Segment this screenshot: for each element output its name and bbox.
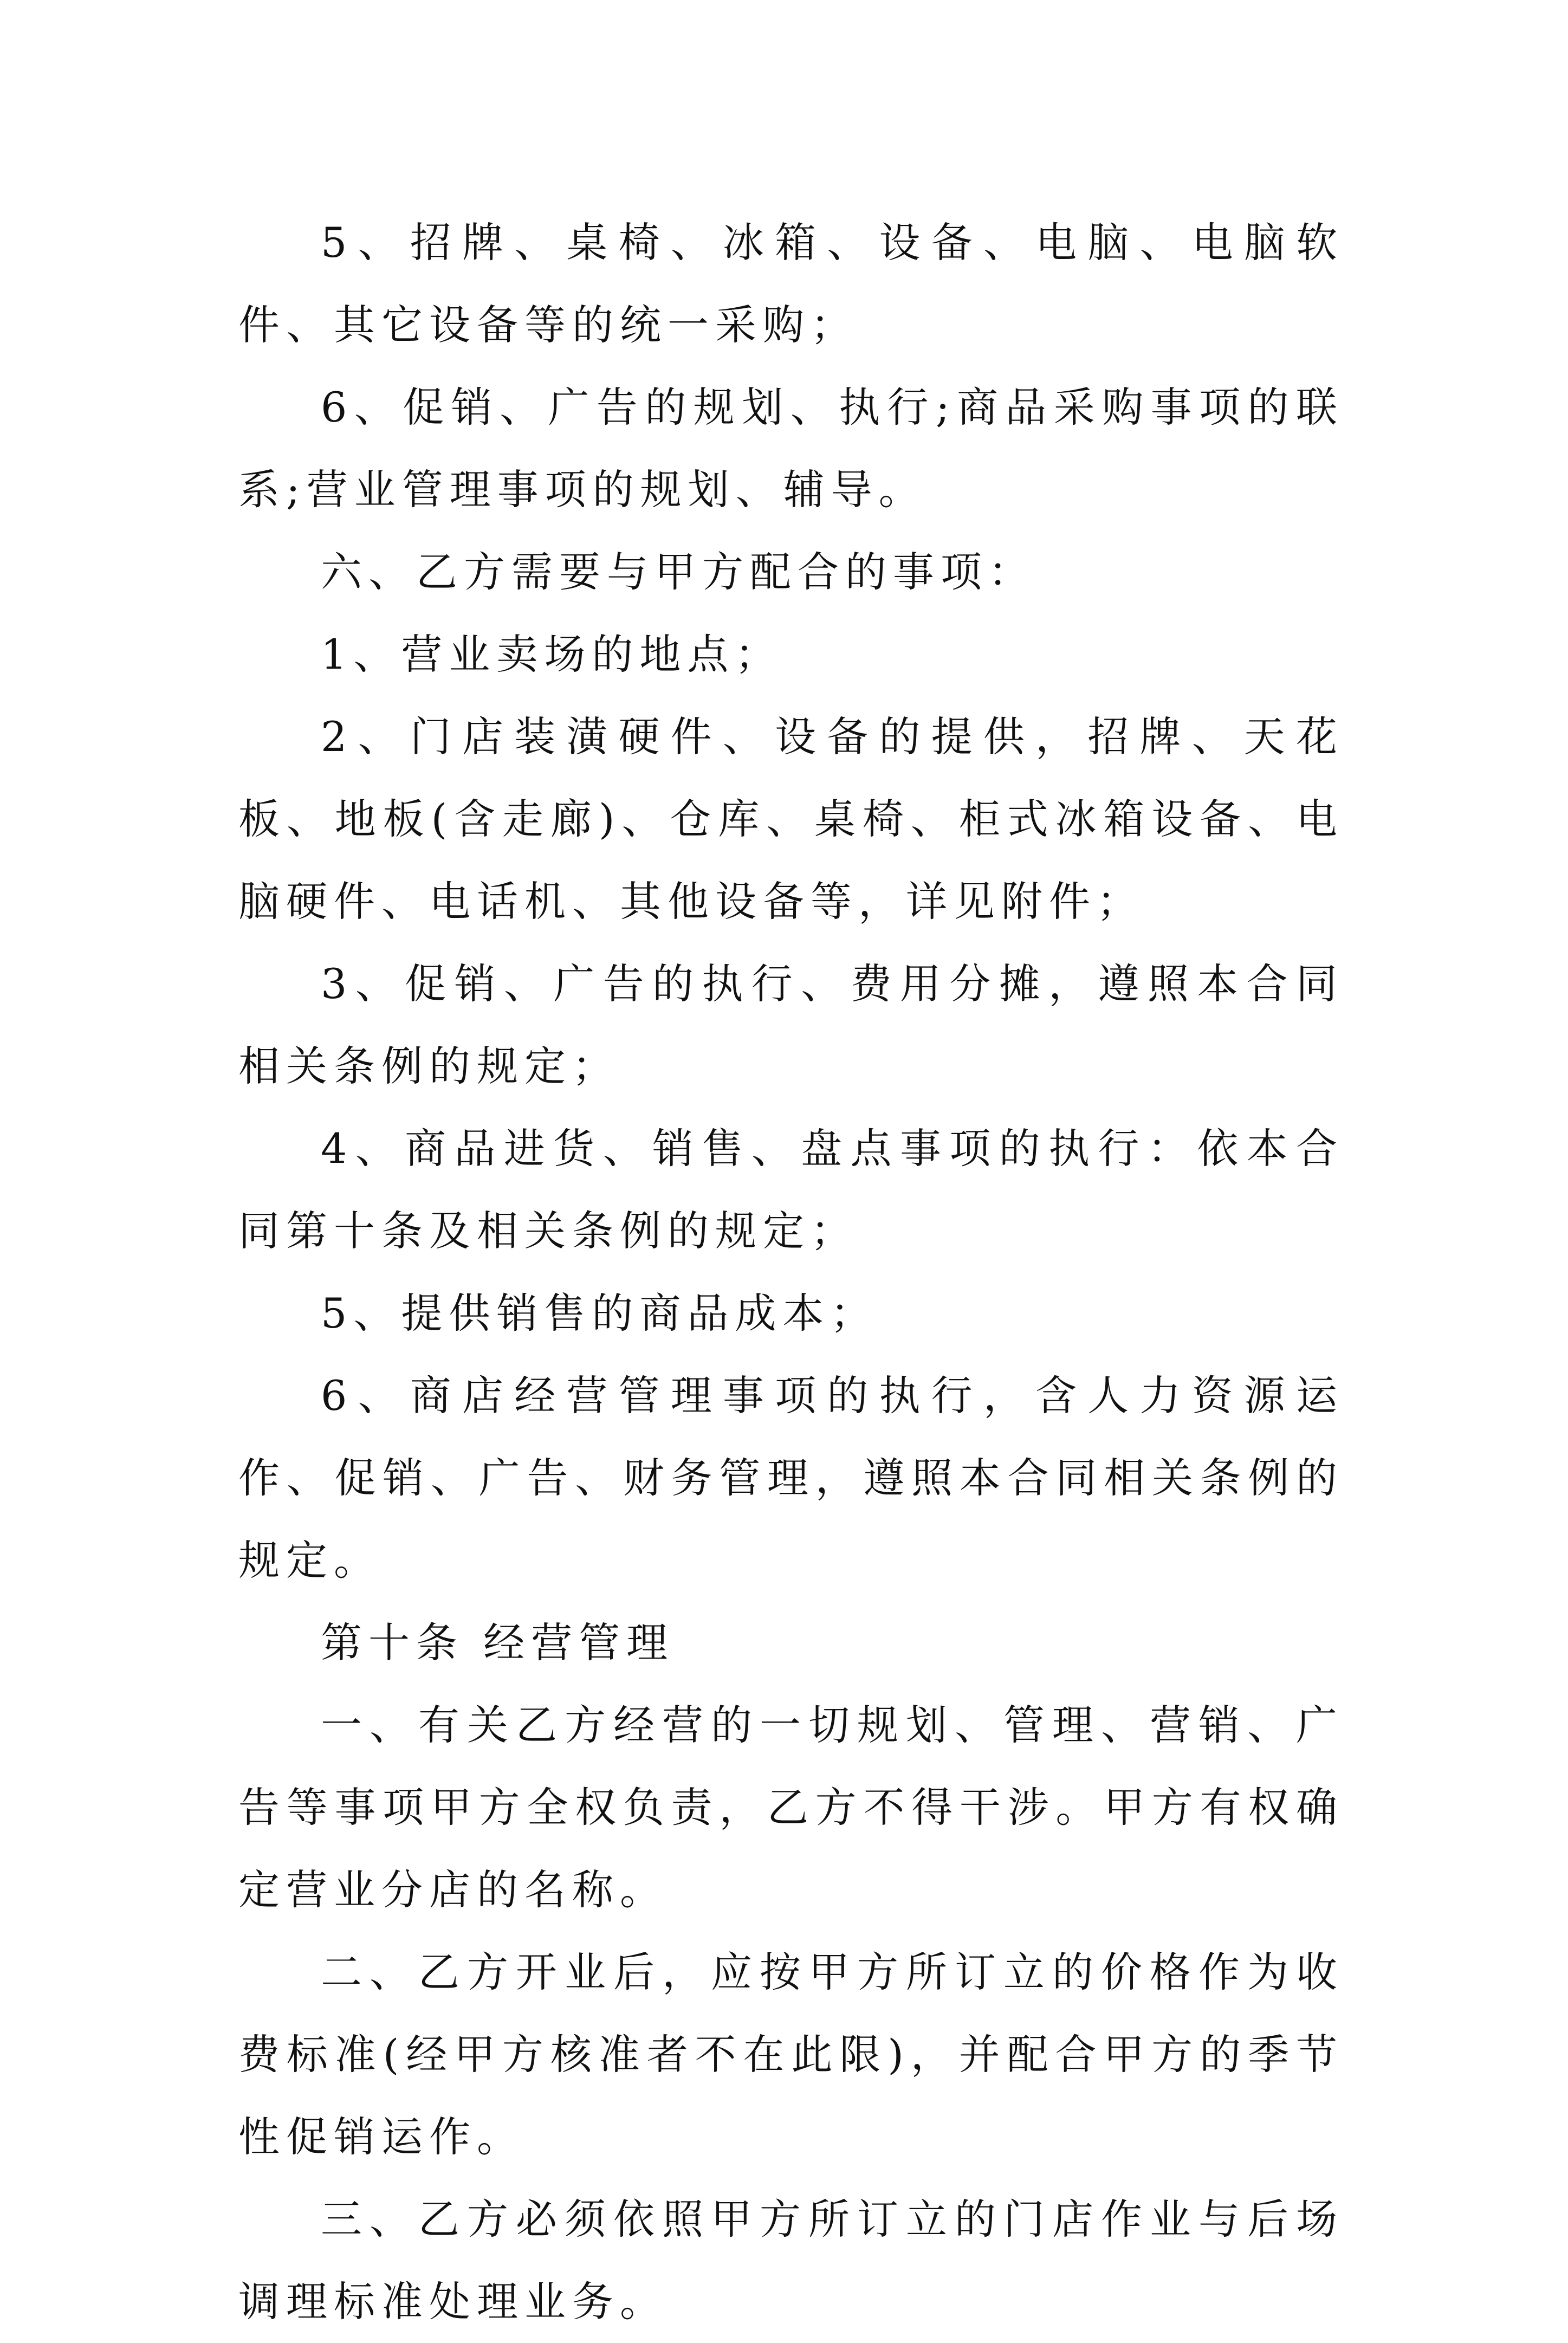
paragraph-item-4-inventory: 4、商品进货、销售、盘点事项的执行：依本合同第十条及相关条例的规定； xyxy=(238,1124,1344,1255)
clause-1-planning: 一、有关乙方经营的一切规划、管理、营销、广告等事项甲方全权负责，乙方不得干涉。甲方有权确定营业分店的名称。 xyxy=(238,1701,1344,1914)
paragraph-item-2-fitout: 2、门店装潢硬件、设备的提供，招牌、天花板、地板(含走廊)、仓库、桌椅、柜式冰箱设备、电脑硬件、电话机、其他设备等，详见附件； xyxy=(238,713,1344,925)
paragraph-item-6-promotion: 6、促销、广告的规划、执行;商品采购事项的联系;营业管理事项的规划、辅导。 xyxy=(238,383,1344,514)
article-heading-10: 第十条 经营管理 xyxy=(321,1619,675,1667)
clause-3-standards: 三、乙方必须依照甲方所订立的门店作业与后场调理标准处理业务。 xyxy=(238,2195,1344,2326)
paragraph-item-5-cost: 5、提供销售的商品成本； xyxy=(321,1289,878,1337)
document-body xyxy=(238,202,1344,2343)
clause-2-pricing: 二、乙方开业后，应按甲方所订立的价格作为收费标准(经甲方核准者不在此限)，并配合甲方的季节性促销运作。 xyxy=(238,1948,1344,2161)
paragraph-item-3-cost-sharing: 3、促销、广告的执行、费用分摊，遵照本合同相关条例的规定； xyxy=(238,960,1344,1090)
paragraph-item-5-procurement: 5、招牌、桌椅、冰箱、设备、电脑、电脑软件、其它设备等的统一采购； xyxy=(238,218,1344,349)
paragraph-item-1-location: 1、营业卖场的地点； xyxy=(321,630,783,678)
section-heading-cooperation: 六、乙方需要与甲方配合的事项： xyxy=(321,548,1036,596)
paragraph-item-6-operations: 6、商店经营管理事项的执行，含人力资源运作、促销、广告、财务管理，遵照本合同相关条例的规定。 xyxy=(238,1371,1344,1584)
